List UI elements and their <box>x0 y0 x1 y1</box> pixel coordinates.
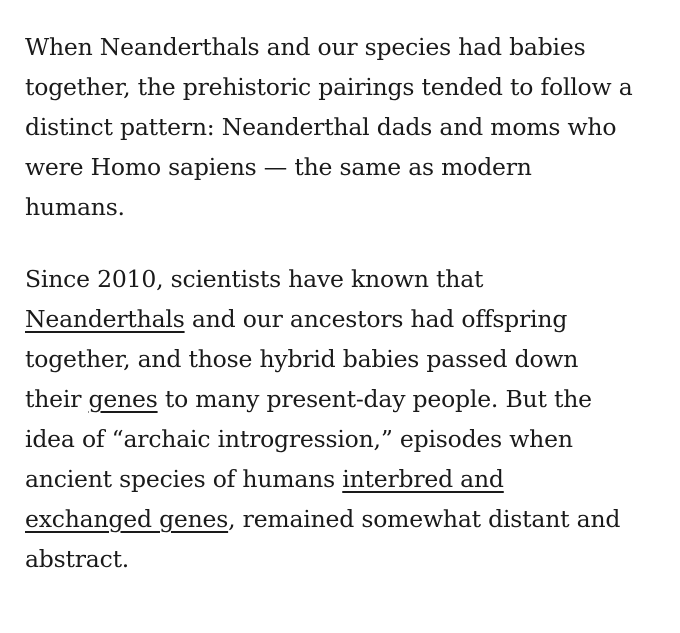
paragraph-2-line-2 <box>25 299 665 339</box>
paragraph-2-line-7-post: , remained somewhat distant and <box>228 505 621 533</box>
paragraph-2-line-4-pre: their <box>25 385 89 413</box>
paragraph-1-line-2: together, the prehistoric pairings tended to follow a <box>25 73 633 101</box>
paragraph-2-line-4-post: to many present-day people. But the <box>157 385 592 413</box>
paragraph-1-line-5: humans. <box>25 193 125 221</box>
paragraph-2-line-6 <box>25 459 665 499</box>
paragraph-1-line-1: When Neanderthals and our species had babies <box>25 33 586 61</box>
paragraph-2-line-2-text: and our ancestors had offspring <box>184 305 568 333</box>
paragraph-2-line-4 <box>25 379 665 419</box>
paragraph-1 <box>25 27 665 227</box>
paragraph-2-line-5: idea of “archaic introgression,” episodes when <box>25 425 573 453</box>
link-genes[interactable]: genes <box>88 385 158 413</box>
paragraph-2-line-8: abstract. <box>25 545 130 573</box>
paragraph-1-line-4: were Homo sapiens — the same as modern <box>25 153 532 181</box>
paragraph-1-line-3: distinct pattern: Neanderthal dads and moms who <box>25 113 617 141</box>
article-body <box>25 27 665 579</box>
link-interbred-exchanged-genes-part-2[interactable]: exchanged genes <box>25 505 229 533</box>
link-neanderthals[interactable]: Neanderthals <box>25 305 185 333</box>
paragraph-2-line-3: together, and those hybrid babies passed down <box>25 345 579 373</box>
paragraph-2-line-7 <box>25 499 665 539</box>
paragraph-2 <box>25 259 665 579</box>
link-interbred-exchanged-genes-part-1[interactable]: interbred and <box>342 465 504 493</box>
paragraph-2-line-6-pre: ancient species of humans <box>25 465 343 493</box>
paragraph-2-line-1: Since 2010, scientists have known that <box>25 265 484 293</box>
